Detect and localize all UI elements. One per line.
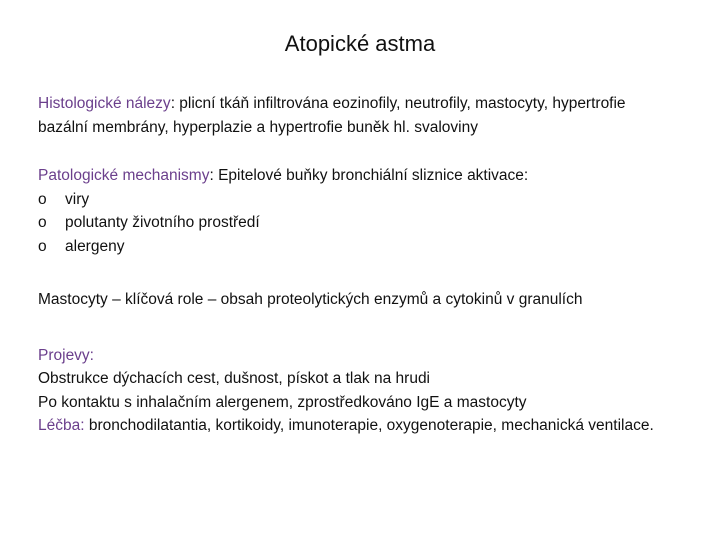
mechanisms-paragraph: [38, 164, 678, 188]
list-item: [38, 235, 678, 259]
manifestation-line: Po kontaktu s inhalačním alergenem, zprostředkováno IgE a mastocyty: [38, 393, 527, 411]
list-item: [38, 211, 678, 235]
slide-body: [38, 92, 678, 438]
histology-paragraph: [38, 92, 678, 139]
list-item-text: polutanty životního prostředí: [65, 214, 260, 231]
histology-label: Histologické nálezy: [38, 95, 171, 112]
bullet-icon: o: [38, 237, 47, 255]
treatment-paragraph: [38, 414, 678, 438]
list-item-text: alergeny: [65, 237, 125, 255]
mechanisms-label: Patologické mechanismy: [38, 167, 210, 184]
histology-text: : plicní tkáň infiltrována eozinofily, neutrofily, mastocyty, hypertrofie bazální membrány, hyperplazie a hypertrofie buněk hl. svaloviny: [38, 95, 626, 136]
bullet-icon: o: [38, 190, 47, 208]
manifestation-line: Obstrukce dýchacích cest, dušnost, pískot a tlak na hrudi: [38, 370, 431, 387]
list-item-text: viry: [65, 190, 90, 208]
manifestations-label: Projevy:: [38, 346, 94, 364]
bullet-icon: o: [38, 214, 47, 231]
treatment-text: bronchodilatantia, kortikoidy, imunoterapie, oxygenoterapie, mechanická ventilace.: [84, 417, 654, 434]
list-item: [38, 188, 678, 212]
page-title: Atopické astma: [284, 31, 436, 56]
mechanisms-text: : Epitelové buňky bronchiální sliznice aktivace:: [209, 167, 529, 184]
mastocytes-paragraph: Mastocyty – klíčová role – obsah proteolytických enzymů a cytokinů v granulích: [38, 291, 583, 308]
treatment-label: Léčba:: [38, 417, 85, 434]
